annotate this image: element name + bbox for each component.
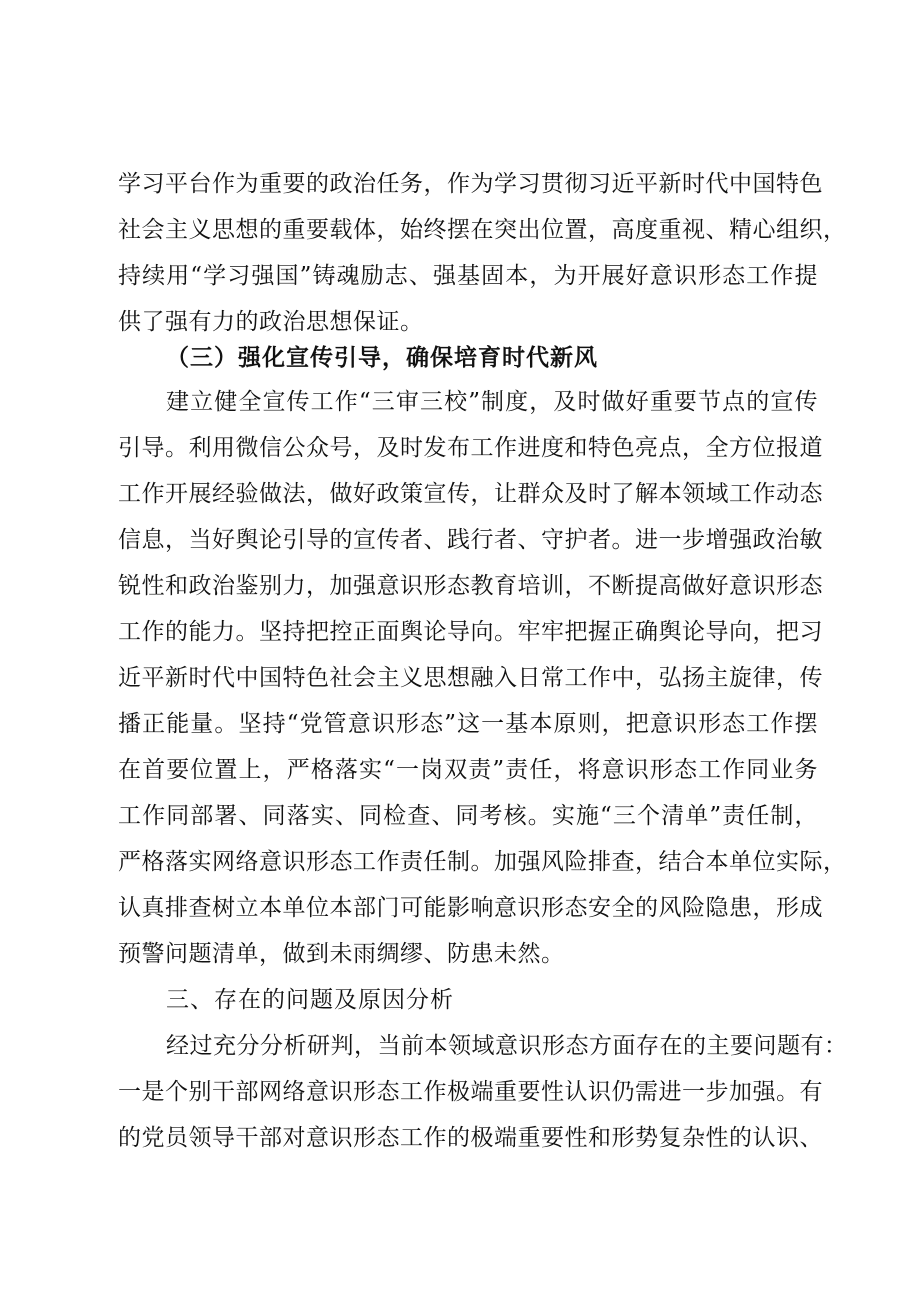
paragraph-line: 信息，当好舆论引导的宣传者、践行者、守护者。进一步增强政治敏	[118, 527, 823, 553]
paragraph-line: 认真排查树立本单位本部门可能影响意识形态安全的风险隐患，形成	[118, 895, 823, 921]
paragraph-line: 预警问题清单，做到未雨绸缪、防患未然。	[118, 941, 565, 967]
paragraph-line: 一是个别干部网络意识形态工作极端重要性认识仍需进一步加强。有	[118, 1079, 823, 1105]
paragraph-line: 的党员领导干部对意识形态工作的极端重要性和形势复杂性的认识、	[118, 1125, 823, 1151]
paragraph-line: 工作的能力。坚持把控正面舆论导向。牢牢把握正确舆论导向，把习	[118, 619, 823, 645]
paragraph-line: 严格落实网络意识形态工作责任制。加强风险排查，结合本单位实际，	[118, 849, 847, 875]
paragraph-line: 在首要位置上，严格落实“一岗双责”责任，将意识形态工作同业务	[118, 757, 818, 783]
paragraph-line: 工作同部署、同落实、同检查、同考核。实施“三个清单”责任制，	[118, 803, 818, 829]
paragraph-line: 播正能量。坚持“党管意识形态”这一基本原则，把意识形态工作摆	[118, 711, 818, 737]
section-heading: （三）强化宣传引导，确保培育时代新风	[166, 345, 598, 371]
paragraph-line: 社会主义思想的重要载体，始终摆在突出位置，高度重视、精心组织，	[118, 217, 847, 243]
part-heading: 三、存在的问题及原因分析	[166, 987, 454, 1013]
paragraph-line: 学习平台作为重要的政治任务，作为学习贯彻习近平新时代中国特色	[118, 171, 823, 197]
paragraph-line: 经过充分分析研判，当前本领域意识形态方面存在的主要问题有：	[166, 1033, 848, 1059]
paragraph-line: 供了强有力的政治思想保证。	[118, 309, 424, 335]
paragraph-line: 锐性和政治鉴别力，加强意识形态教育培训，不断提高做好意识形态	[118, 573, 823, 599]
paragraph-line: 工作开展经验做法，做好政策宣传，让群众及时了解本领域工作动态	[118, 481, 823, 507]
paragraph-line: 建立健全宣传工作“三审三校”制度，及时做好重要节点的宣传	[166, 389, 818, 415]
paragraph-line: 近平新时代中国特色社会主义思想融入日常工作中，弘扬主旋律，传	[118, 665, 823, 691]
paragraph-line: 持续用“学习强国”铸魂励志、强基固本，为开展好意识形态工作提	[118, 263, 818, 289]
paragraph-line: 引导。利用微信公众号，及时发布工作进度和特色亮点，全方位报道	[118, 435, 823, 461]
